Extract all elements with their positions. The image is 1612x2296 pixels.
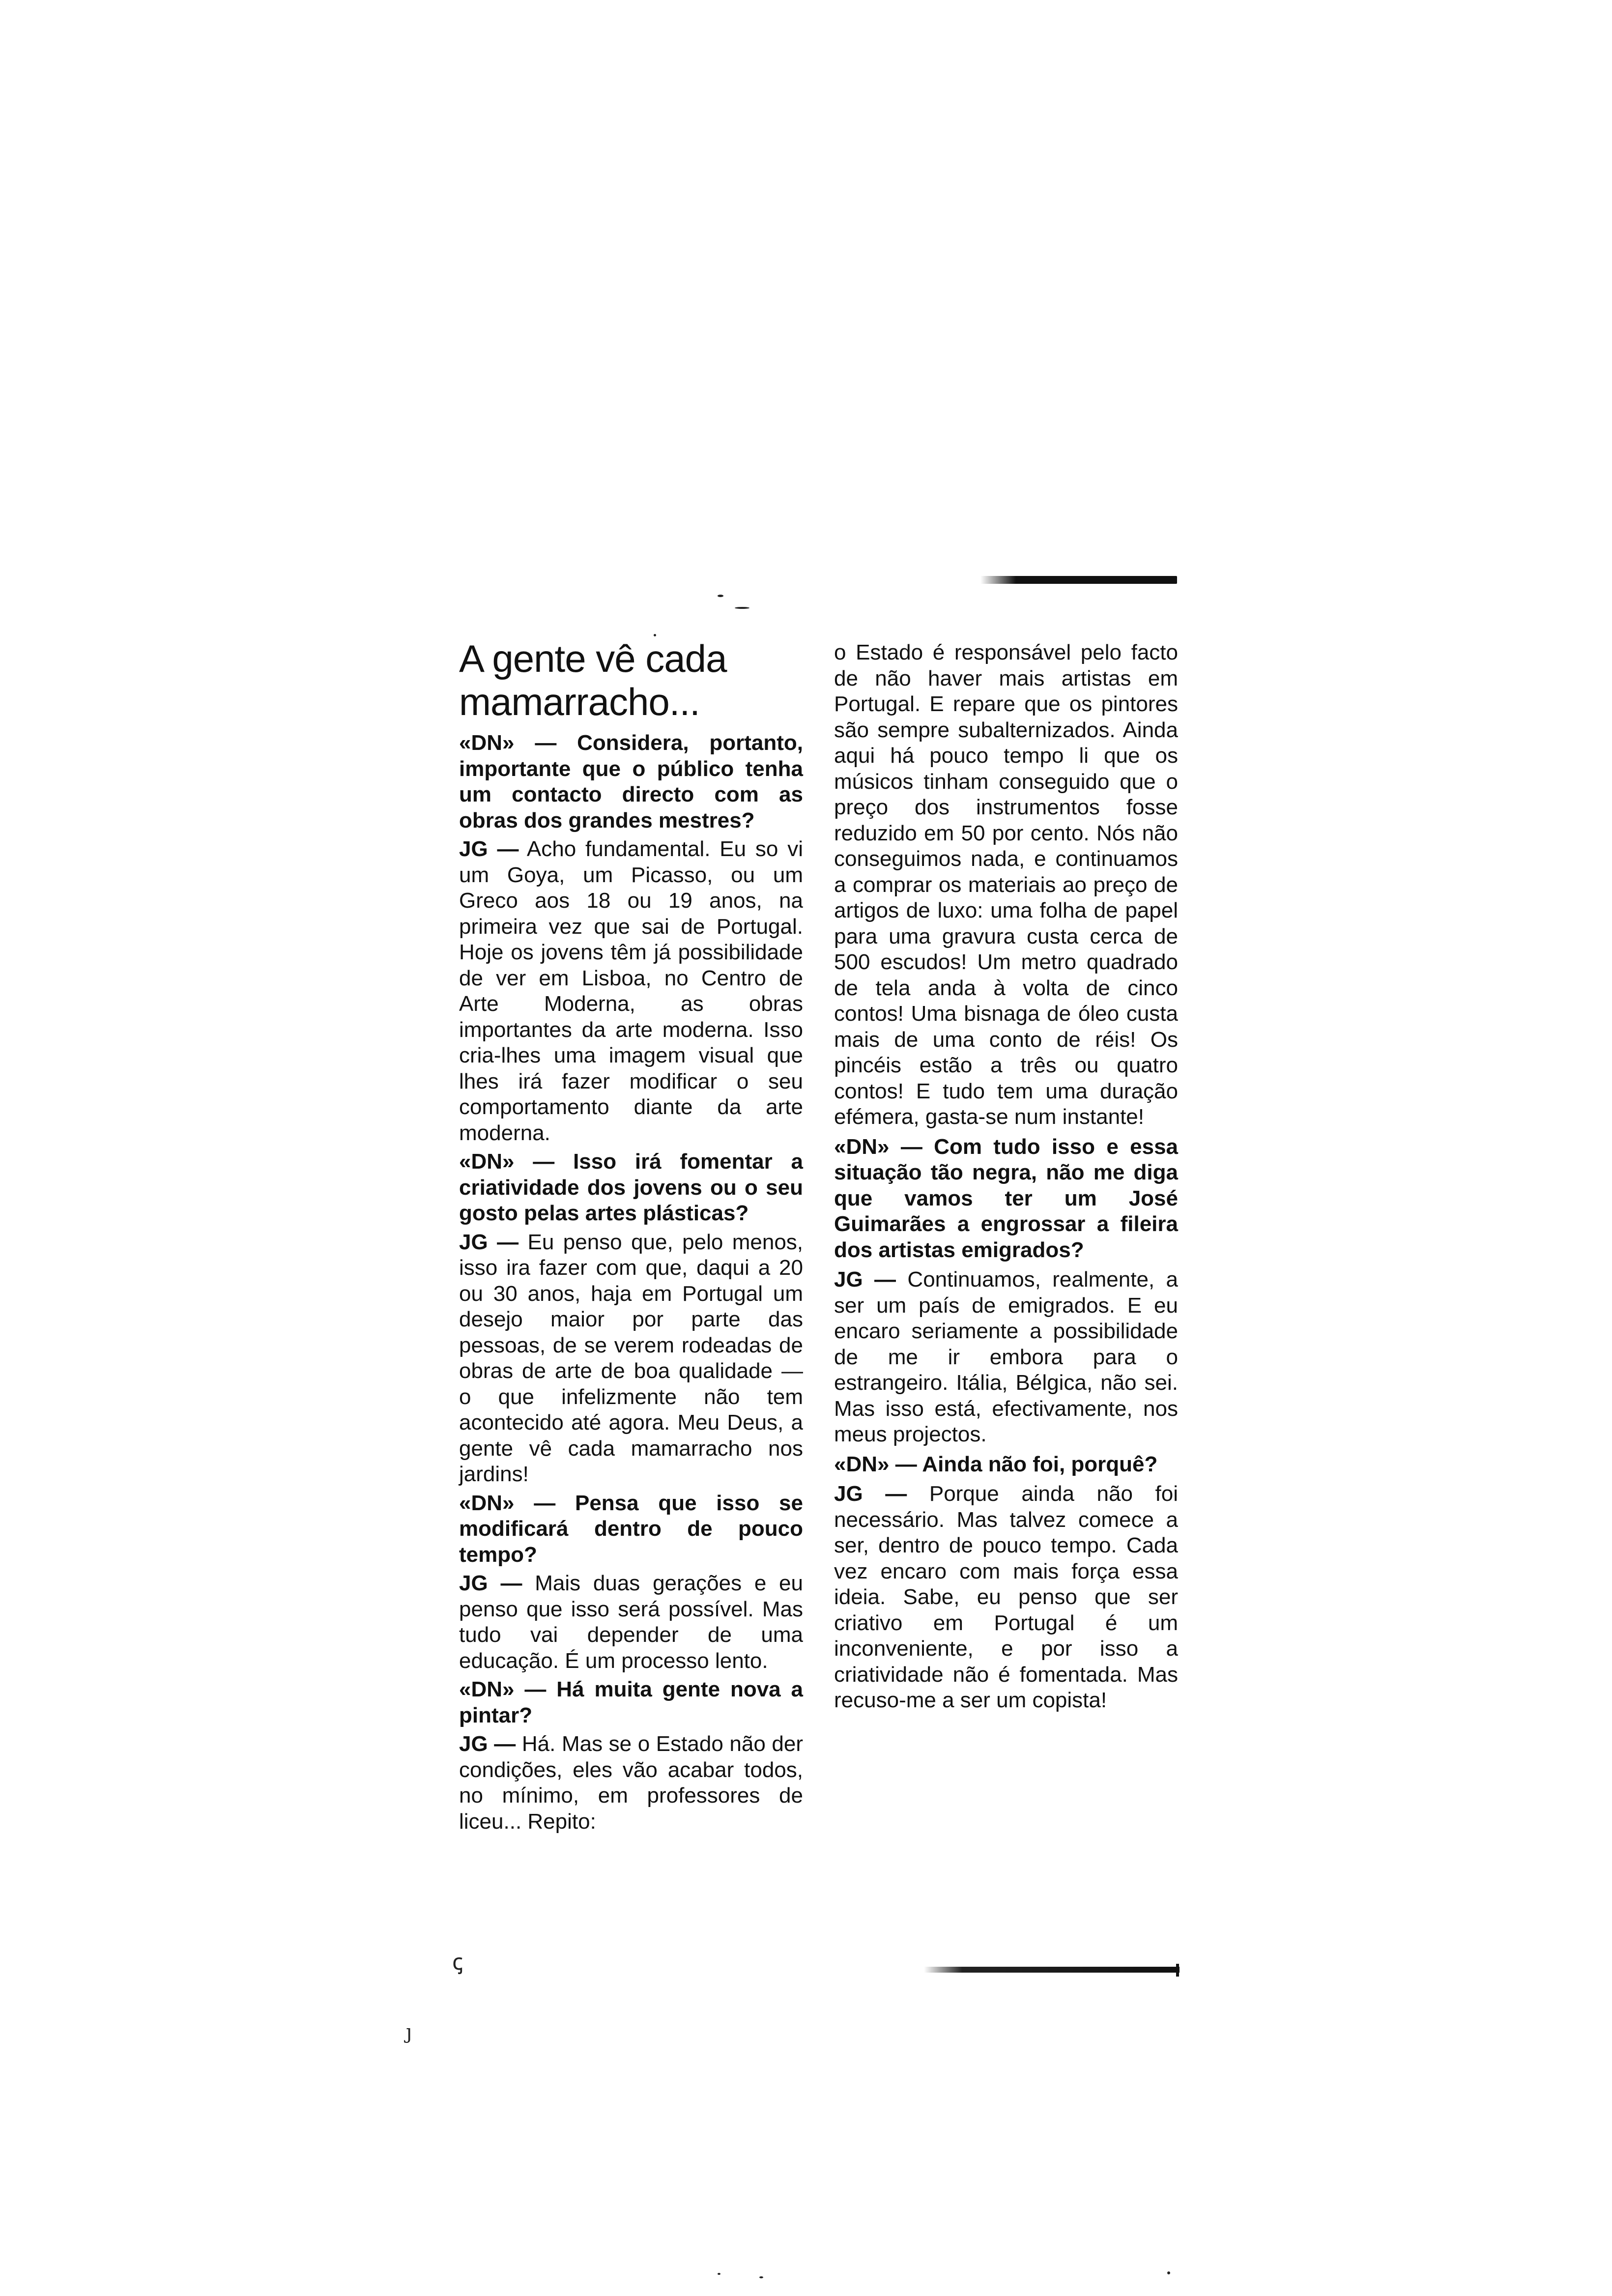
scan-speck	[759, 2276, 763, 2278]
right-column	[834, 640, 1178, 1718]
speaker-label: JG —	[459, 1571, 522, 1595]
paragraph-text: Isso irá fomentar a criatividade dos jovens ou o seu gosto pelas artes plásticas?	[459, 1149, 803, 1225]
speaker-label: «DN» —	[834, 1134, 922, 1159]
bottom-rule	[924, 1967, 1180, 1973]
paragraph-text: Mais duas gerações e eu penso que isso será possível. Mas tudo vai depender de uma educação. É um processo lento.	[459, 1571, 804, 1673]
interview-question	[459, 1677, 803, 1728]
speaker-label: JG —	[459, 837, 519, 861]
interview-answer	[834, 1481, 1178, 1714]
speaker-label: «DN» —	[459, 731, 557, 755]
speaker-label: «DN» —	[834, 1452, 917, 1476]
paragraph-text: Há. Mas se o Estado não der condições, eles vão acabar todos, no mínimo, em professores de liceu... Repito:	[459, 1732, 803, 1834]
paragraph-text: Acho fundamental. Eu so vi um Goya, um Picasso, ou um Greco aos 18 ou 19 anos, na primeira vez que sai de Portugal. Hoje os jovens têm já possibilidade de ver em Lisboa, no Centro de Arte Moderna, as obras importantes da arte moderna. Isso cria-lhes uma imagem visual que lhes irá fazer modificar o seu comportamento diante da arte moderna.	[459, 837, 803, 1145]
paragraph-text: Com tudo isso e essa situação tão negra, não me diga que vamos ter um José Guimarães a engrossar a fileira dos artistas emigrados?	[834, 1134, 1179, 1262]
pen-mark: ȷ	[406, 2021, 412, 2043]
right-column-body	[834, 640, 1178, 1714]
speaker-label: «DN» —	[459, 1491, 556, 1515]
left-column	[459, 637, 803, 1837]
paragraph-text: Há muita gente nova a pintar?	[459, 1677, 804, 1727]
top-rule	[980, 576, 1177, 584]
speaker-label: JG —	[459, 1230, 519, 1254]
interview-answer	[834, 1267, 1178, 1448]
speaker-label: JG —	[834, 1482, 907, 1506]
interview-question	[834, 1134, 1178, 1263]
scan-speck	[718, 2273, 720, 2275]
interview-question	[459, 730, 803, 833]
interview-question	[459, 1149, 803, 1227]
left-column-body	[459, 730, 803, 1835]
paragraph-text: Eu penso que, pelo menos, isso ira fazer com que, daqui a 20 ou 30 anos, haja em Portugal um desejo maior por parte das pessoas, de se verem rodeadas de obras de arte de boa qualidade — o que infelizmente não tem acontecido até agora. Meu Deus, a gente vê cada mamarracho nos jardins!	[459, 1230, 804, 1486]
paragraph-text: Pensa que isso se modificará dentro de pouco tempo?	[459, 1491, 804, 1567]
interview-answer	[459, 1571, 803, 1674]
interview-answer	[459, 1731, 803, 1835]
speaker-label: JG —	[834, 1267, 896, 1292]
interview-answer	[459, 1230, 803, 1488]
interview-answer	[459, 836, 803, 1146]
speaker-label: «DN» —	[459, 1677, 547, 1701]
speaker-label: JG —	[459, 1732, 516, 1756]
paragraph-text: Continuamos, realmente, a ser um país de emigrados. E eu encaro seriamente a possibilidade de me ir embora para o estrangeiro. Itália, Bélgica, não sei. Mas isso está, efectivamente, nos meus projectos.	[834, 1267, 1178, 1446]
scan-speck	[654, 634, 656, 636]
scan-speck	[1167, 2271, 1170, 2274]
paragraph-text: Considera, portanto, importante que o público tenha um contacto directo com as obras dos grandes mestres?	[459, 731, 803, 832]
paragraph-text: Porque ainda não foi necessário. Mas talvez comece a ser, dentro de pouco tempo. Cada vez encaro com mais força essa ideia. Sabe, eu penso que ser criativo em Portugal é um inconveniente, e por isso a criatividade não é fomentada. Mas recuso-me a ser um copista!	[834, 1482, 1179, 1712]
speaker-label: «DN» —	[459, 1149, 555, 1174]
paragraph-text: Ainda não foi, porquê?	[917, 1452, 1158, 1476]
scan-speck	[718, 595, 723, 597]
interview-answer	[834, 640, 1178, 1130]
interview-question	[834, 1452, 1178, 1478]
headline: A gente vê cada mamarracho...	[459, 637, 727, 723]
paragraph-text: o Estado é responsável pelo facto de não haver mais artistas em Portugal. E repare que os pintores são sempre subalternizados. Ainda aqui há pouco tempo li que os músicos tinham conseguido que o preço dos instrumentos fosse reduzido em 50 por cento. Nós não conseguimos nada, e continuamos a comprar os materiais ao preço de artigos de luxo: uma folha de papel para uma gravura custa cerca de 500 escudos! Um metro quadrado de tela anda à volta de cinco contos! Uma bisnaga de óleo custa mais de uma conto de réis! Os pincéis estão a três ou quatro contos! E tudo tem uma duração efémera, gasta-se num instante!	[834, 640, 1178, 1129]
scan-speck	[735, 607, 749, 609]
pen-mark: ꞔ	[452, 1949, 463, 1975]
interview-question	[459, 1491, 803, 1568]
bottom-rule-end	[1176, 1964, 1179, 1977]
